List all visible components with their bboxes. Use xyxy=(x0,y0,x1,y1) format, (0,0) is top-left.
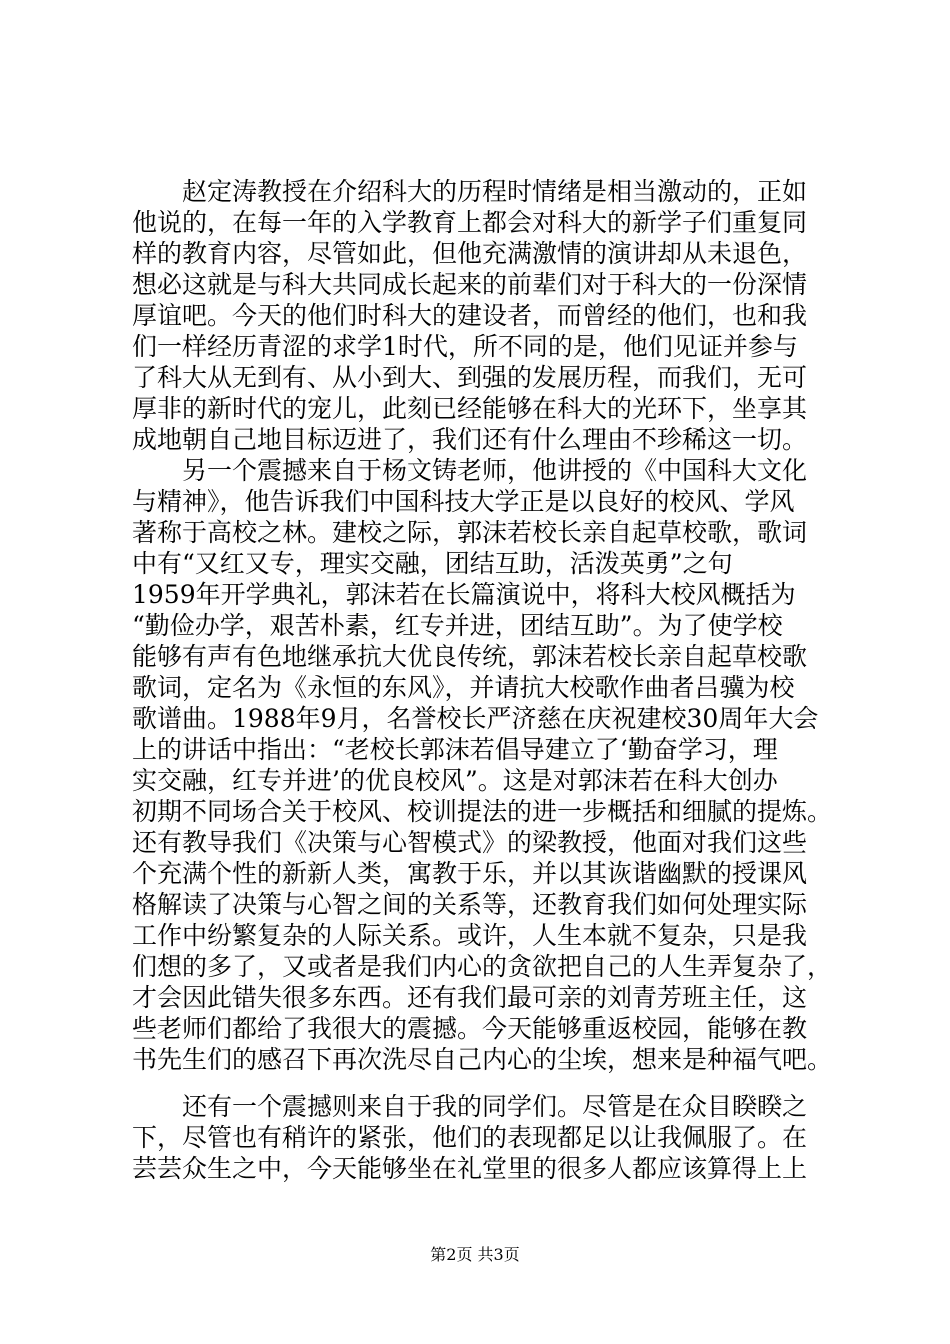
text-line: 成地朝自己地目标迈进了，我们还有什么理由不珍稀这一切。 xyxy=(132,425,808,454)
text-line: 实交融，红专并进’的优良校风”。这是对郭沫若在科大创办 xyxy=(132,766,778,795)
text-line: 格解读了决策与心智之间的关系等，还教育我们如何处理实际 xyxy=(132,890,808,919)
text-line: 赵定涛教授在介绍科大的历程时情绪是相当激动的，正如 xyxy=(132,177,808,206)
text-line: 中有“又红又专，理实交融，团结互助，活泼英勇”之句 xyxy=(132,549,733,578)
text-line: 厚非的新时代的宠儿，此刻已经能够在科大的光环下，坐享其 xyxy=(132,394,808,423)
text-line: 些老师们都给了我很大的震撼。今天能够重返校园，能够在教 xyxy=(132,1014,808,1043)
text-line: “勤俭办学，艰苦朴素，红专并进，团结互助”。为了使学校 xyxy=(132,611,783,640)
text-line: 还有一个震撼则来自于我的同学们。尽管是在众目睽睽之 xyxy=(132,1092,808,1121)
text-line: 们想的多了，又或者是我们内心的贪欲把自己的人生弄复杂了， xyxy=(132,952,833,981)
text-line: 能够有声有色地继承抗大优良传统，郭沫若校长亲自起草校歌 xyxy=(132,642,808,671)
text-line: 上的讲话中指出：“老校长郭沫若倡导建立了‘勤奋学习，理 xyxy=(132,735,778,764)
text-line: 初期不同场合关于校风、校训提法的进一步概括和细腻的提炼。 xyxy=(132,797,833,826)
text-line: 1959年开学典礼，郭沫若在长篇演说中，将科大校风概括为 xyxy=(132,580,796,609)
text-line: 才会因此错失很多东西。还有我们最可亲的刘青芳班主任，这 xyxy=(132,983,808,1012)
text-line: 著称于高校之林。建校之际，郭沫若校长亲自起草校歌，歌词 xyxy=(132,518,808,547)
text-line: 下，尽管也有稍许的紧张，他们的表现都足以让我佩服了。在 xyxy=(132,1123,808,1152)
text-line: 芸芸众生之中，今天能够坐在礼堂里的很多人都应该算得上上 xyxy=(132,1154,808,1183)
text-line: 工作中纷繁复杂的人际关系。或许，人生本就不复杂，只是我 xyxy=(132,921,808,950)
text-line: 了科大从无到有、从小到大、到强的发展历程，而我们，无可 xyxy=(132,363,808,392)
text-line: 与精神》，他告诉我们中国科技大学正是以良好的校风、学风 xyxy=(132,487,795,516)
text-line: 另一个震撼来自于杨文铸老师，他讲授的《中国科大文化 xyxy=(132,456,808,485)
text-line: 想必这就是与科大共同成长起来的前辈们对于科大的一份深情 xyxy=(132,270,808,299)
text-line: 样的教育内容，尽管如此，但他充满激情的演讲却从未退色， xyxy=(132,239,808,268)
text-line: 歌谱曲。1988年9月，名誉校长严济慈在庆祝建校30周年大会 xyxy=(132,704,819,733)
text-line: 们一样经历青涩的求学1时代，所不同的是，他们见证并参与 xyxy=(132,332,798,361)
text-line: 书先生们的感召下再次洗尽自己内心的尘埃，想来是种福气吧。 xyxy=(132,1045,833,1074)
text-line: 还有教导我们《决策与心智模式》的梁教授，他面对我们这些 xyxy=(132,828,808,857)
text-line: 个充满个性的新新人类，寓教于乐，并以其诙谐幽默的授课风 xyxy=(132,859,808,888)
text-line: 歌词，定名为《永恒的东风》，并请抗大校歌作曲者吕骥为校 xyxy=(132,673,795,702)
text-line: 厚谊吧。今天的他们时科大的建设者，而曾经的他们，也和我 xyxy=(132,301,808,330)
page-footer: 第2页 共3页 xyxy=(430,1245,520,1264)
text-line: 他说的，在每一年的入学教育上都会对科大的新学子们重复同 xyxy=(132,208,808,237)
